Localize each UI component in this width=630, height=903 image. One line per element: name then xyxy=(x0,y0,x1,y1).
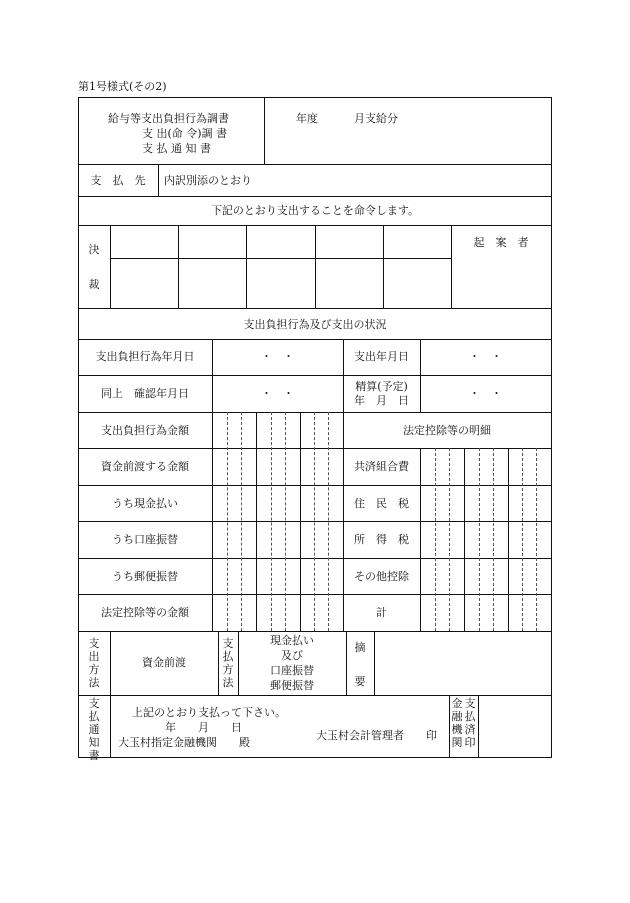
note-label-top: 摘 xyxy=(354,641,366,654)
pay-month-label: 月支給分 xyxy=(354,112,398,125)
deduction-total: 計 xyxy=(376,606,387,619)
row-label: うち口座振替 xyxy=(112,533,178,546)
method-value: 資金前渡 xyxy=(142,656,186,669)
option-and: 及び xyxy=(281,649,303,662)
row-label: うち郵便振替 xyxy=(112,570,178,583)
deduction-item: 所 得 税 xyxy=(354,533,409,546)
option-postal: 郵便振替 xyxy=(270,679,314,692)
option-account: 口座振替 xyxy=(270,664,314,677)
title-line2: 支 出(命 令)調 書 xyxy=(142,127,228,140)
row-label: 支出負担行為年月日 xyxy=(95,350,195,363)
notice-manager: 大玉村会計管理者 印 xyxy=(316,729,437,742)
row-label: 資金前渡する金額 xyxy=(101,460,189,473)
settlement-date-label: 年 月 日 xyxy=(354,394,409,407)
deduction-item: 住 民 税 xyxy=(354,497,409,510)
confirm-date-dots: ・ ・ xyxy=(261,387,294,400)
notice-date: 年 月 日 xyxy=(165,721,242,734)
row-label: 法定控除等の金額 xyxy=(101,606,189,619)
title-line1: 給与等支出負担行為調書 xyxy=(108,112,229,125)
status-header: 支出負担行為及び支出の状況 xyxy=(243,318,387,331)
payment-date-label: 支出年月日 xyxy=(354,350,409,363)
stamp-label-paid: 支 払 済 印 xyxy=(464,697,476,749)
payee-label: 支 払 先 xyxy=(90,174,146,187)
notice-bank: 大玉村指定金融機関 殿 xyxy=(118,736,250,749)
method-label: 支 出 方 法 xyxy=(88,637,100,689)
obligation-date-dots: ・ ・ xyxy=(261,350,294,363)
pay-method-label: 支 払 方 法 xyxy=(222,637,234,689)
fiscal-year-label: 年度 xyxy=(296,112,318,125)
title-line3: 支 払 通 知 書 xyxy=(142,142,211,155)
notice-label: 支 払 通 知 書 xyxy=(88,697,100,762)
notice-text: 上記のとおり支払って下さい。 xyxy=(132,706,286,719)
form-id: 第1号様式(その2) xyxy=(78,80,167,93)
approval-label-top: 決 xyxy=(88,243,100,256)
payment-date-dots: ・ ・ xyxy=(469,350,502,363)
note-label-bottom: 要 xyxy=(354,675,366,688)
deduction-header: 法定控除等の明細 xyxy=(403,424,491,437)
row-label: 支出負担行為金額 xyxy=(101,424,189,437)
settlement-date-dots: ・ ・ xyxy=(469,387,502,400)
stamp-label-bank: 金 融 機 関 xyxy=(451,697,463,749)
option-cash: 現金払い xyxy=(270,634,314,647)
approval-label-bottom: 裁 xyxy=(88,278,100,291)
deduction-item: 共済組合費 xyxy=(354,460,409,473)
order-text: 下記のとおり支出することを命令します。 xyxy=(210,204,420,217)
row-label: 同上 確認年月日 xyxy=(101,387,189,400)
deduction-item: その他控除 xyxy=(354,570,409,583)
payee-value: 内訳別添のとおり xyxy=(164,174,252,187)
settlement-label: 精算(予定) xyxy=(355,380,408,393)
row-label: うち現金払い xyxy=(112,497,178,510)
drafter-label: 起 案 者 xyxy=(473,236,529,249)
